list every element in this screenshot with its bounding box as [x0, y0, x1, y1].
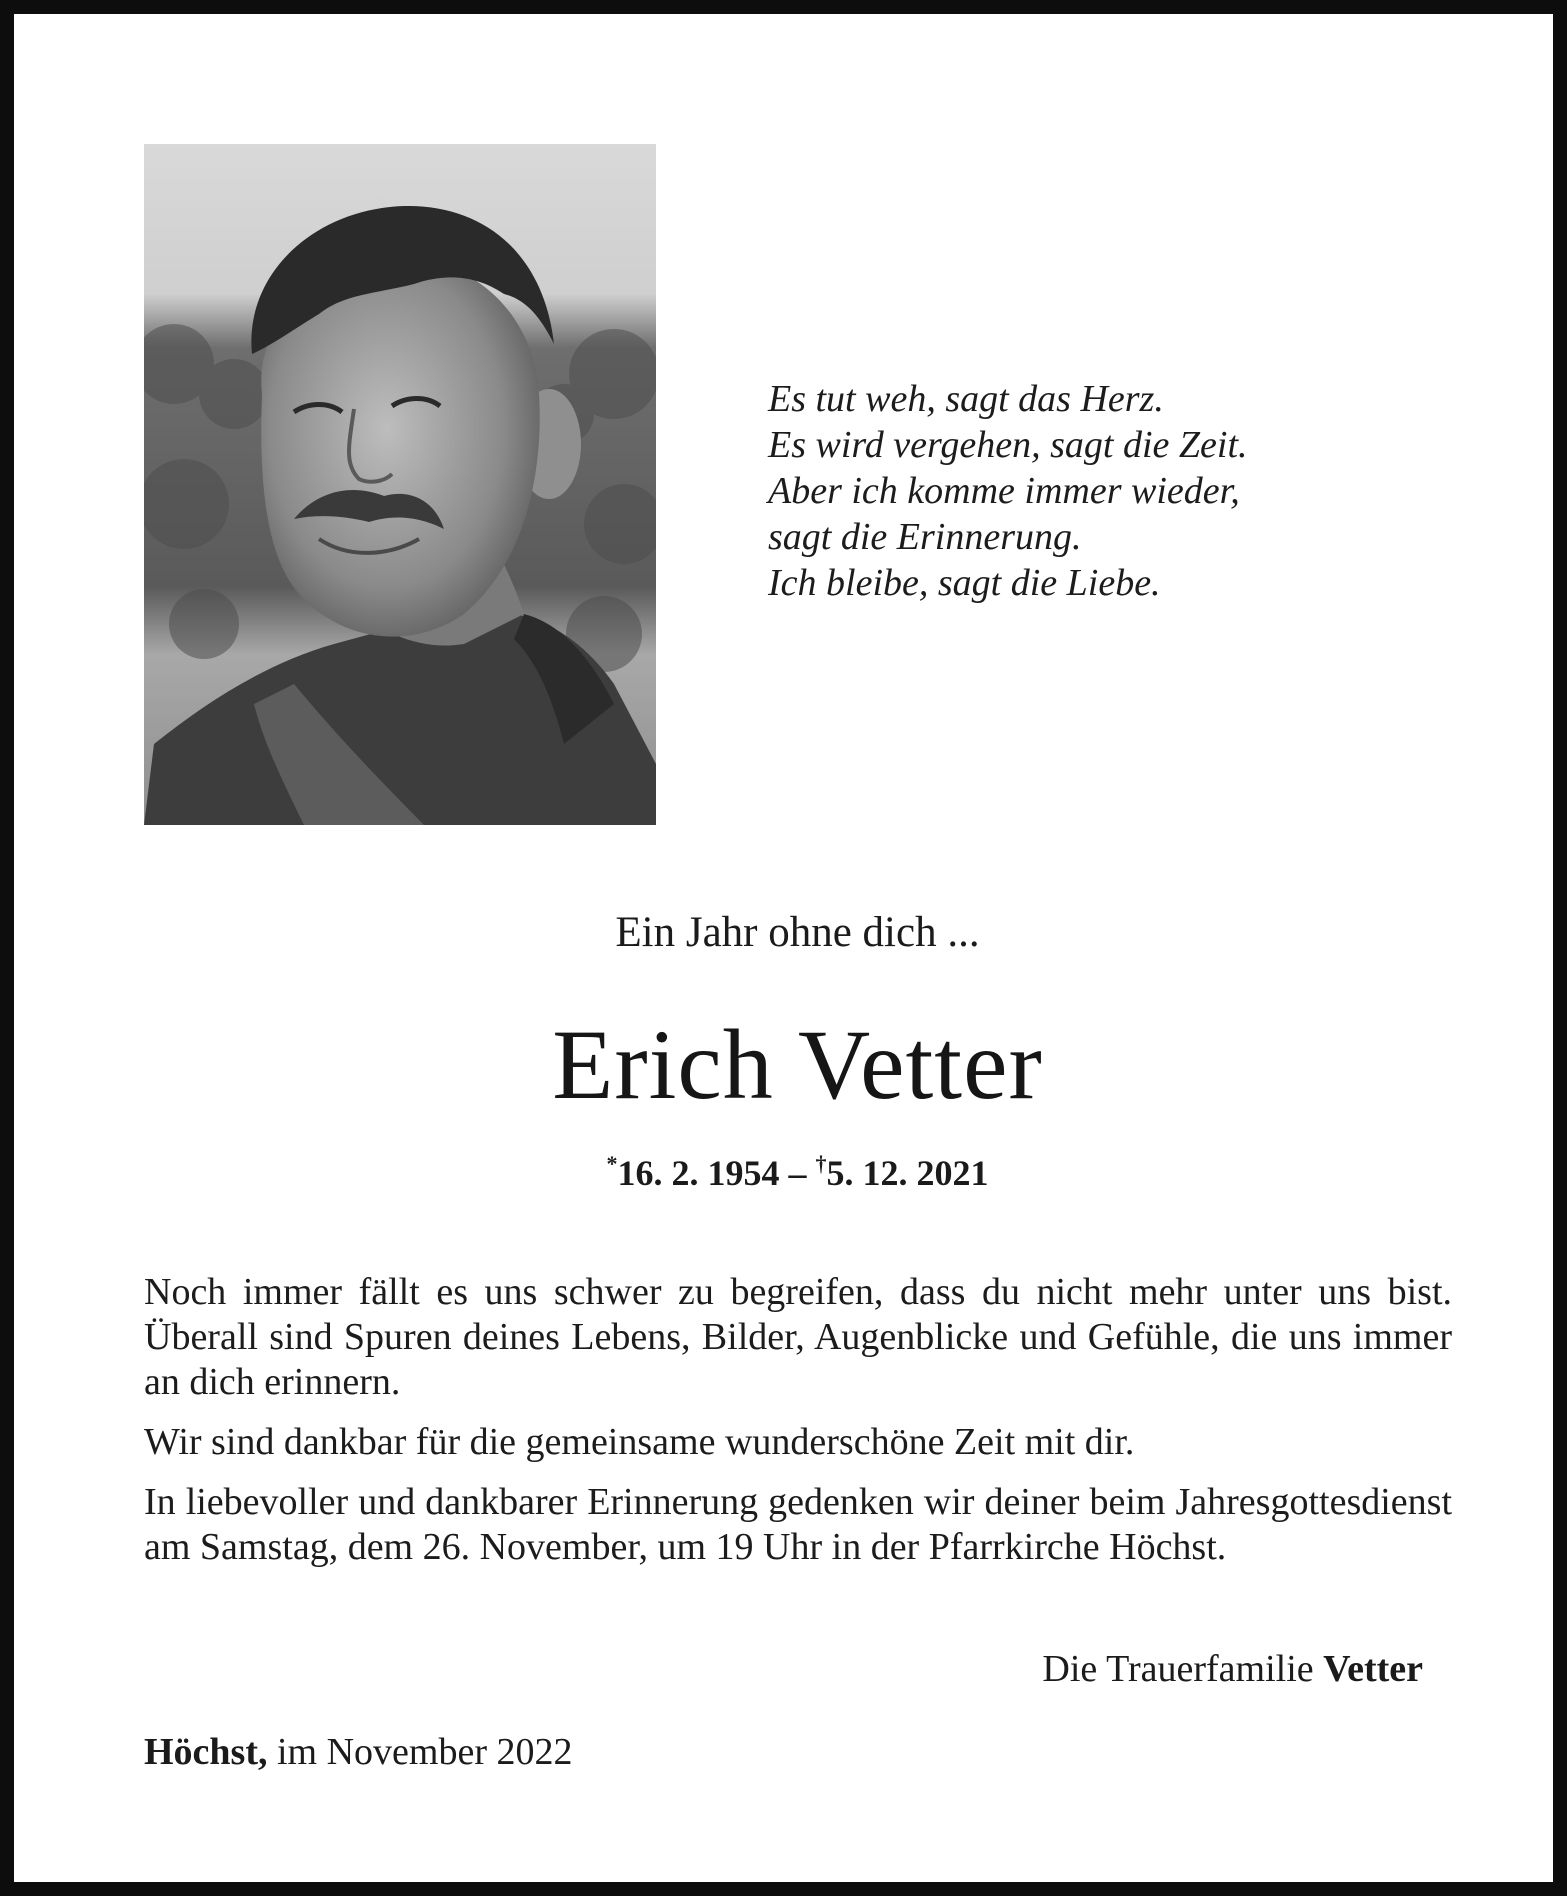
- quote-line: Es wird vergehen, sagt die Zeit.: [768, 424, 1248, 466]
- family-signature: [1042, 1646, 1423, 1692]
- death-symbol: †: [815, 1151, 827, 1176]
- quote-line: Es tut weh, sagt das Herz.: [768, 378, 1164, 420]
- place-and-date: [144, 1729, 573, 1775]
- birth-symbol: *: [606, 1151, 618, 1176]
- quote-line: sagt die Erinnerung.: [768, 516, 1082, 558]
- quote-line: Aber ich komme immer wieder,: [768, 470, 1240, 512]
- place-date: im November 2022: [267, 1731, 573, 1773]
- signature-family-name: Vetter: [1323, 1648, 1423, 1690]
- portrait-photo: [144, 144, 656, 825]
- intro-heading: Ein Jahr ohne dich ...: [615, 909, 980, 956]
- date-separator: –: [779, 1153, 816, 1193]
- obituary-body: [144, 1270, 1452, 1585]
- deceased-name: Erich Vetter: [552, 1009, 1043, 1120]
- body-paragraph: Wir sind dankbar für die gemeinsame wunderschöne Zeit mit dir.: [144, 1421, 1135, 1463]
- signature-prefix: Die Trauerfamilie: [1042, 1648, 1324, 1690]
- death-date: 5. 12. 2021: [826, 1153, 989, 1193]
- birth-date: 16. 2. 1954: [617, 1153, 780, 1193]
- life-dates: [14, 1142, 1567, 1195]
- body-paragraph: In liebevoller und dankbarer Erinnerung gedenken wir deiner beim Jahresgottesdienst am Samstag, dem 26. November, um 19 Uhr in der Pfarrkirche Höchst.: [144, 1481, 1452, 1568]
- place-town: Höchst,: [144, 1731, 268, 1773]
- quote-line: Ich bleibe, sagt die Liebe.: [768, 562, 1161, 604]
- body-paragraph: Noch immer fällt es uns schwer zu begreifen, dass du nicht mehr unter uns bist. Überall sind Spuren deines Lebens, Bilder, Augenblicke und Gefühle, die uns immer an dich erinnern.: [144, 1271, 1452, 1403]
- memorial-quote: [768, 376, 1388, 606]
